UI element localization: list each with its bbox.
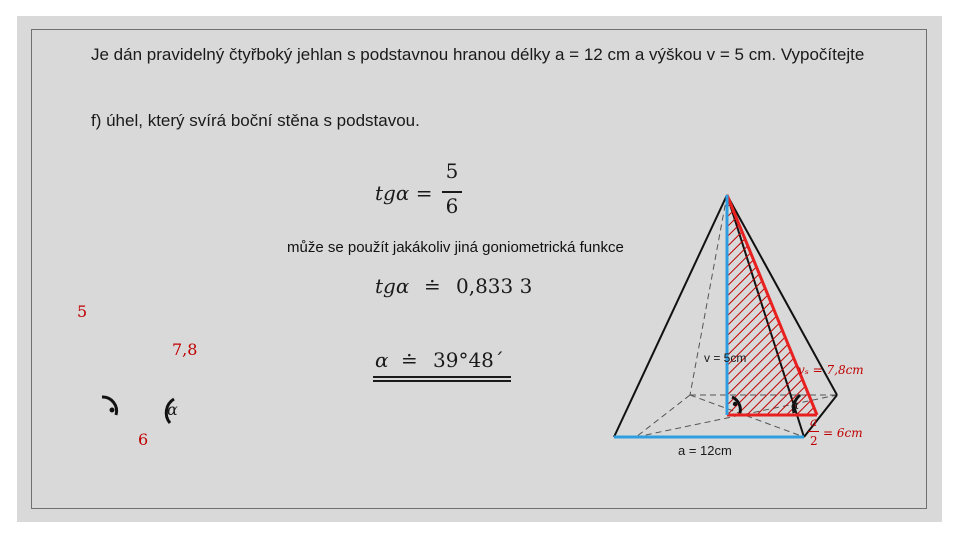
pyramid-slant-label: vₛ = 7,8cm	[798, 363, 864, 377]
alpha-approx-symbol: ≐	[401, 348, 418, 372]
pyramid-right-angle-dot	[733, 402, 737, 406]
pyramid-half-bar	[808, 431, 819, 432]
triangle-hypotenuse-label: 7,8	[172, 340, 198, 359]
tg-fraction-denominator: 6	[445, 194, 459, 218]
tg-approx-symbol: ≐	[424, 274, 441, 298]
pyramid-angle-label: α	[791, 398, 800, 412]
right-angle-arc	[102, 397, 117, 415]
answer-double-underline	[373, 376, 511, 382]
tg-equation-lhs: tgα =	[375, 181, 433, 205]
pyramid-half-denominator: 2	[810, 434, 818, 448]
note-text: může se použít jakákoliv jiná goniometrická funkce	[287, 239, 624, 256]
triangle-leg-vertical-label: 5	[77, 302, 88, 321]
pyramid-half-value: = 6cm	[823, 426, 863, 440]
pyramid-height-label: v = 5cm	[704, 351, 747, 365]
alpha-value: 39°48´	[433, 348, 504, 372]
tg-approx-lhs: tgα	[375, 274, 410, 298]
problem-task: f) úhel, který svírá boční stěna s podstavou.	[91, 111, 420, 130]
pyramid-half-numerator: a	[810, 415, 818, 429]
tg-approx-value: 0,833 3	[456, 274, 533, 298]
alpha-angle-arc	[166, 399, 174, 423]
alpha-lhs: α	[375, 348, 389, 372]
tg-fraction-bar	[442, 191, 462, 193]
problem-intro: Je dán pravidelný čtyřboký jehlan s podstavnou hranou délky a = 12 cm a výškou v = 5 cm. Vypočítejte	[91, 45, 865, 64]
pyramid-base-label: a = 12cm	[678, 443, 732, 458]
triangle-angle-marks	[90, 385, 200, 435]
right-angle-dot	[110, 408, 115, 413]
tg-fraction-numerator: 5	[445, 159, 459, 183]
triangle-leg-horizontal-label: 6	[138, 430, 149, 449]
triangle-angle-label: α	[167, 400, 178, 419]
